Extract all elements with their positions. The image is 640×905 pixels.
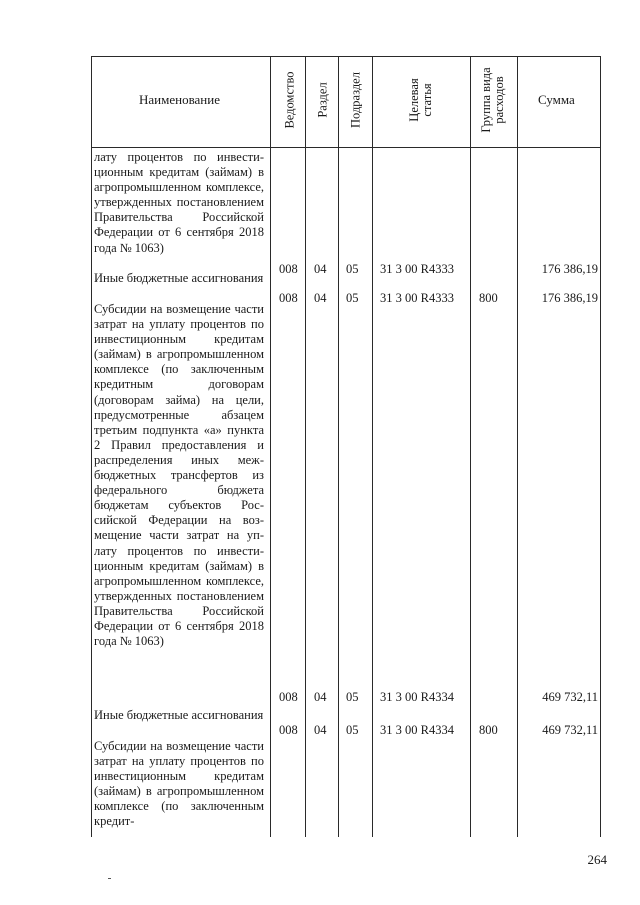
cell-summa: 469 732,11 xyxy=(542,723,598,737)
name-block-subsidy-r4334: Субсидии на возмещение части затрат на уплату процентов по инвестиционным кредитам (займам) в агропромышленном комплексе (по заключенным кредитным договорам (договорам займа) на цели, предусмотренные абзацем третьим подпункта «а» пункта 2 Правил предоставления и распределения иных межбюджетных трансфертов из федерального бюджета бюджетам субъектов Российской Федерации на возмещение части затрат на уплату процентов по инвестиционным кредитам (займам) в агропромышленном комплексе, утвержденных постановлением Правительства Российской Федерации от 6 сентября 2018 года № 1063) xyxy=(94,302,264,649)
cell-razdel: 04 xyxy=(314,723,327,737)
cell-podrazdel: 05 xyxy=(346,723,359,737)
scan-speck xyxy=(108,878,111,879)
cell-vedomstvo: 008 xyxy=(279,291,298,305)
table-border-left xyxy=(91,56,92,837)
table-header-bottom xyxy=(91,147,601,148)
table-border-ved-col xyxy=(305,56,306,837)
cell-razdel: 04 xyxy=(314,291,327,305)
cell-vedomstvo: 008 xyxy=(279,690,298,704)
header-gruppa-line2: расходов xyxy=(492,76,506,124)
header-gruppa-line1: Группа вида xyxy=(479,67,493,133)
page-number: 264 xyxy=(587,852,607,867)
header-summa: Сумма xyxy=(538,92,575,107)
header-celevaya-line2: статья xyxy=(420,83,434,117)
table-border-right xyxy=(600,56,601,837)
cell-podrazdel: 05 xyxy=(346,262,359,276)
table-border-cs-col xyxy=(470,56,471,837)
header-name: Наименование xyxy=(139,92,220,107)
table-border-podr-col xyxy=(372,56,373,837)
cell-vedomstvo: 008 xyxy=(279,262,298,276)
header-celevaya-line1: Целевая xyxy=(407,78,421,122)
header-celevaya xyxy=(408,78,434,121)
cell-vedomstvo: 008 xyxy=(279,723,298,737)
cell-celevaya: 31 3 00 R4334 xyxy=(380,723,454,737)
cell-summa: 176 386,19 xyxy=(541,291,598,305)
table-border-vr-col xyxy=(517,56,518,837)
header-razdel: Раздел xyxy=(315,82,330,118)
name-block-continuation: лату процентов по инвестиционным кредитам (займам) в агропромышленном комплексе, утвержденных постановлением Правительства Российской Федерации от 6 сентября 2018 года № 1063) xyxy=(94,150,264,255)
cell-gruppa: 800 xyxy=(479,723,498,737)
table-border-razd-col xyxy=(338,56,339,837)
header-podrazdel: Подраздел xyxy=(348,72,363,128)
cell-summa: 469 732,11 xyxy=(542,690,598,704)
cell-podrazdel: 05 xyxy=(346,291,359,305)
name-block-other-allocations-1: Иные бюджетные ассигнования xyxy=(94,271,264,285)
cell-celevaya: 31 3 00 R4334 xyxy=(380,690,454,704)
cell-celevaya: 31 3 00 R4333 xyxy=(380,291,454,305)
cell-celevaya: 31 3 00 R4333 xyxy=(380,262,454,276)
cell-razdel: 04 xyxy=(314,262,327,276)
cell-podrazdel: 05 xyxy=(346,690,359,704)
header-vedomstvo: Ведомство xyxy=(282,71,297,129)
table-border-top xyxy=(91,56,601,57)
table-border-name-col xyxy=(270,56,271,837)
name-block-subsidy-next: Субсидии на возмещение части затрат на уплату процентов по инвестиционным кредитам (займам) в агропромышленном комплексе (по заключенным кредит- xyxy=(94,739,264,829)
cell-summa: 176 386,19 xyxy=(541,262,598,276)
header-gruppa xyxy=(480,67,506,132)
cell-gruppa: 800 xyxy=(479,291,498,305)
cell-razdel: 04 xyxy=(314,690,327,704)
name-block-other-allocations-2: Иные бюджетные ассигнования xyxy=(94,708,264,722)
